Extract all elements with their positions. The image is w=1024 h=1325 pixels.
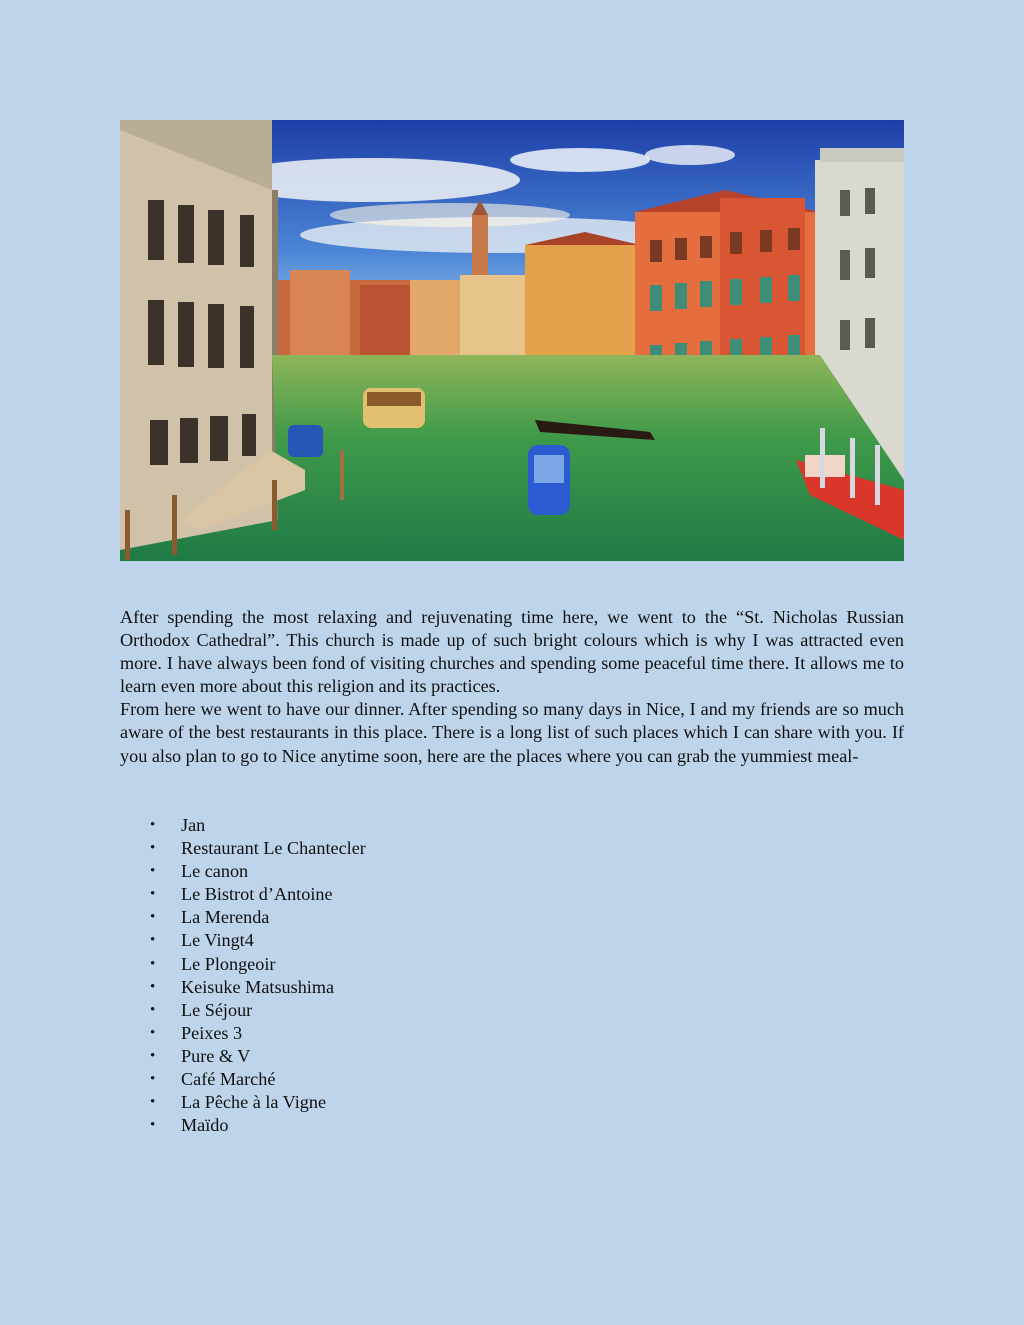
list-item: • Le Plongeoir <box>120 953 720 976</box>
list-item: • Pure & V <box>120 1045 720 1068</box>
list-item: • Le Séjour <box>120 999 720 1022</box>
list-item: • Le Bistrot d’Antoine <box>120 883 720 906</box>
list-item: • Jan <box>120 814 720 837</box>
list-item: • Maïdo <box>120 1114 720 1137</box>
list-item: • Keisuke Matsushima <box>120 976 720 999</box>
restaurant-list <box>120 814 720 1137</box>
list-item: • La Merenda <box>120 906 720 929</box>
list-item: • Restaurant Le Chantecler <box>120 837 720 860</box>
list-item: • Le Vingt4 <box>120 929 720 952</box>
venice-canal-photo <box>120 120 904 561</box>
paragraph-cathedral: After spending the most relaxing and rejuvenating time here, we went to the “St. Nicholas Russian Orthodox Cathedral”. This church is made up of such bright colours which is why I was attracted even more. I have always been fond of visiting churches and spending some peaceful time there. It allows me to learn even more about this religion and its practices. <box>120 607 904 697</box>
body-text <box>120 606 904 768</box>
list-item: • Peixes 3 <box>120 1022 720 1045</box>
list-item: • La Pêche à la Vigne <box>120 1091 720 1114</box>
paragraph-dinner: From here we went to have our dinner. After spending so many days in Nice, I and my friends are so much aware of the best restaurants in this place. There is a long list of such places which I can share with you. If you also plan to go to Nice anytime soon, here are the places where you can grab the yummiest meal- <box>120 699 904 766</box>
list-item: • Le canon <box>120 860 720 883</box>
list-item: • Café Marché <box>120 1068 720 1091</box>
